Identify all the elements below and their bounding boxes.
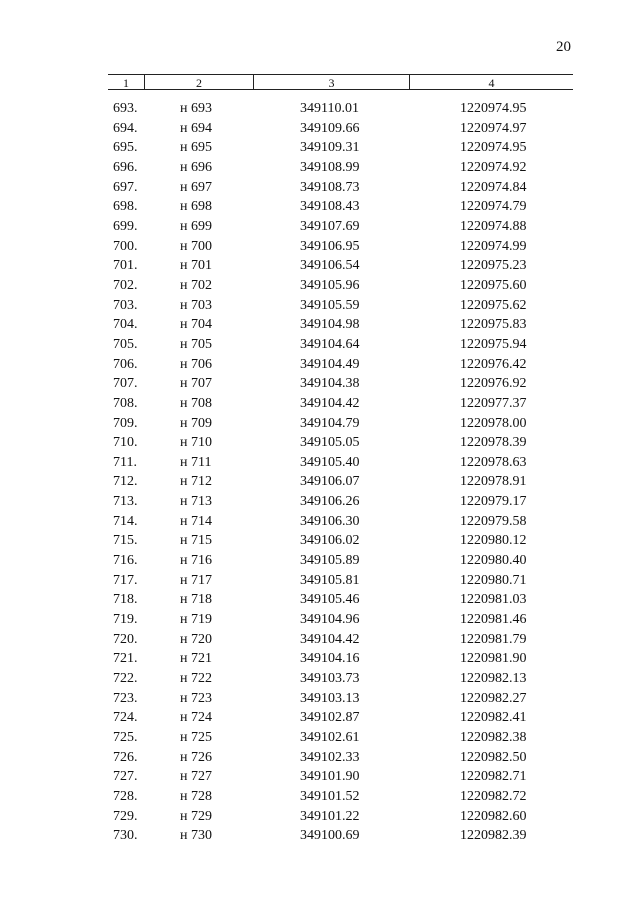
point-name: н 721 (180, 651, 212, 667)
table-row (0, 453, 639, 473)
coordinate-y: 1220982.72 (460, 788, 527, 804)
table-row (0, 669, 639, 689)
coordinate-x: 349106.07 (300, 474, 360, 490)
coordinate-x: 349110.01 (300, 101, 359, 116)
point-name: н 698 (180, 199, 212, 215)
coordinate-y: 1220974.99 (460, 238, 527, 254)
row-number: 711. (113, 454, 137, 470)
table-row (0, 237, 639, 257)
row-number: 698. (113, 199, 138, 215)
point-name: н 694 (180, 120, 212, 136)
coordinate-y: 1220975.83 (460, 317, 527, 333)
table-row (0, 531, 639, 551)
row-number: 701. (113, 258, 138, 274)
row-number: 706. (113, 356, 138, 372)
coordinate-x: 349104.42 (300, 395, 360, 411)
coordinate-y: 1220974.92 (460, 159, 527, 175)
table-row (0, 826, 639, 846)
table-row (0, 787, 639, 807)
point-name: н 711 (180, 454, 212, 470)
coordinate-x: 349108.99 (300, 159, 360, 175)
row-number: 718. (113, 592, 138, 608)
coordinate-y: 1220974.95 (460, 140, 527, 156)
table-row (0, 178, 639, 198)
coordinate-y: 1220975.60 (460, 277, 527, 293)
coordinate-x: 349104.42 (300, 631, 360, 647)
coordinate-y: 1220980.12 (460, 533, 527, 549)
row-number: 716. (113, 553, 138, 569)
row-number: 700. (113, 238, 138, 254)
table-row (0, 414, 639, 434)
table-row (0, 394, 639, 414)
point-name: н 710 (180, 435, 212, 451)
point-name: н 703 (180, 297, 212, 313)
point-name: н 716 (180, 553, 212, 569)
coordinate-y: 1220982.71 (460, 769, 527, 785)
table-row (0, 708, 639, 728)
coordinate-x: 349102.33 (300, 749, 360, 765)
coordinate-x: 349104.64 (300, 336, 360, 352)
point-name: н 712 (180, 474, 212, 490)
row-number: 724. (113, 710, 138, 726)
page-number: 20 (556, 39, 571, 55)
row-number: 719. (113, 612, 138, 628)
coordinate-y: 1220978.39 (460, 435, 527, 451)
coordinate-x: 349103.73 (300, 671, 360, 687)
point-name: н 705 (180, 336, 212, 352)
table-row (0, 571, 639, 591)
row-number: 723. (113, 690, 138, 706)
coordinate-x: 349104.79 (300, 415, 360, 431)
row-number: 709. (113, 415, 138, 431)
table-row (0, 433, 639, 453)
point-name: н 718 (180, 592, 212, 608)
coordinate-x: 349103.13 (300, 690, 360, 706)
row-number: 693. (113, 101, 138, 116)
table-row (0, 748, 639, 768)
coordinate-x: 349101.52 (300, 788, 360, 804)
coordinate-x: 349105.89 (300, 553, 360, 569)
point-name: н 693 (180, 101, 212, 116)
header-col-1: 1 (108, 75, 145, 89)
point-name: н 727 (180, 769, 212, 785)
coordinate-y: 1220975.94 (460, 336, 527, 352)
table-row (0, 335, 639, 355)
coordinate-y: 1220979.58 (460, 513, 527, 529)
row-number: 710. (113, 435, 138, 451)
table-row (0, 590, 639, 610)
coordinate-y: 1220978.63 (460, 454, 527, 470)
point-name: н 708 (180, 395, 212, 411)
point-name: н 722 (180, 671, 212, 687)
row-number: 697. (113, 179, 138, 195)
coordinate-x: 349101.22 (300, 808, 360, 824)
table-body (0, 99, 639, 846)
coordinate-x: 349102.61 (300, 730, 360, 745)
header-col-2: 2 (145, 75, 254, 89)
header-col-3: 3 (254, 75, 410, 89)
table-row (0, 217, 639, 237)
coordinate-x: 349109.66 (300, 120, 360, 136)
table-row (0, 649, 639, 669)
coordinate-x: 349105.81 (300, 572, 360, 588)
row-number: 720. (113, 631, 138, 647)
row-number: 702. (113, 277, 138, 293)
row-number: 707. (113, 376, 138, 392)
point-name: н 702 (180, 277, 212, 293)
point-name: н 714 (180, 513, 212, 529)
point-name: н 701 (180, 258, 212, 274)
table-row (0, 374, 639, 394)
coordinate-y: 1220974.95 (460, 101, 527, 116)
row-number: 726. (113, 749, 138, 765)
coordinate-x: 349105.59 (300, 297, 360, 313)
point-name: н 725 (180, 730, 212, 745)
table-row (0, 355, 639, 375)
coordinate-x: 349106.30 (300, 513, 360, 529)
coordinate-y: 1220982.27 (460, 690, 527, 706)
table-row (0, 472, 639, 492)
coordinate-x: 349108.73 (300, 179, 360, 195)
coordinate-y: 1220981.46 (460, 612, 527, 628)
point-name: н 713 (180, 494, 212, 510)
coordinate-y: 1220976.92 (460, 376, 527, 392)
coordinate-x: 349104.49 (300, 356, 360, 372)
row-number: 694. (113, 120, 138, 136)
coordinate-y: 1220974.97 (460, 120, 527, 136)
row-number: 712. (113, 474, 138, 490)
point-name: н 715 (180, 533, 212, 549)
table-row (0, 492, 639, 512)
row-number: 704. (113, 317, 138, 333)
coordinate-y: 1220974.79 (460, 199, 527, 215)
coordinate-y: 1220980.40 (460, 553, 527, 569)
coordinate-x: 349100.69 (300, 828, 360, 844)
table-row (0, 119, 639, 139)
point-name: н 729 (180, 808, 212, 824)
table-row (0, 807, 639, 827)
point-name: н 704 (180, 317, 212, 333)
coordinate-y: 1220976.42 (460, 356, 527, 372)
coordinate-x: 349101.90 (300, 769, 360, 785)
point-name: н 699 (180, 218, 212, 234)
point-name: н 719 (180, 612, 212, 628)
coordinate-x: 349104.96 (300, 612, 360, 628)
row-number: 725. (113, 730, 138, 745)
row-number: 730. (113, 828, 138, 844)
coordinate-y: 1220981.90 (460, 651, 527, 667)
coordinate-y: 1220978.00 (460, 415, 527, 431)
row-number: 714. (113, 513, 138, 529)
row-number: 729. (113, 808, 138, 824)
coordinate-y: 1220980.71 (460, 572, 527, 588)
coordinate-y: 1220977.37 (460, 395, 527, 411)
coordinate-x: 349104.38 (300, 376, 360, 392)
coordinate-y: 1220978.91 (460, 474, 527, 490)
coordinate-x: 349109.31 (300, 140, 360, 156)
coordinate-y: 1220975.23 (460, 258, 527, 274)
coordinate-y: 1220975.62 (460, 297, 527, 313)
table-row (0, 610, 639, 630)
point-name: н 709 (180, 415, 212, 431)
coordinate-y: 1220982.39 (460, 828, 527, 844)
coordinate-x: 349106.54 (300, 258, 360, 274)
row-number: 728. (113, 788, 138, 804)
row-number: 703. (113, 297, 138, 313)
table-row (0, 689, 639, 709)
row-number: 721. (113, 651, 138, 667)
table-row (0, 256, 639, 276)
coordinate-y: 1220981.79 (460, 631, 527, 647)
coordinate-y: 1220981.03 (460, 592, 527, 608)
row-number: 713. (113, 494, 138, 510)
coordinate-y: 1220974.84 (460, 179, 527, 195)
coordinate-x: 349105.05 (300, 435, 360, 451)
coordinate-y: 1220982.41 (460, 710, 527, 726)
table-row (0, 158, 639, 178)
header-col-4: 4 (488, 76, 495, 90)
coordinate-x: 349106.95 (300, 238, 360, 254)
coordinate-x: 349106.26 (300, 494, 360, 510)
table-row (0, 315, 639, 335)
coordinate-x: 349106.02 (300, 533, 360, 549)
coordinate-x: 349108.43 (300, 199, 360, 215)
row-number: 727. (113, 769, 138, 785)
coordinate-x: 349105.40 (300, 454, 360, 470)
row-number: 717. (113, 572, 138, 588)
coordinate-x: 349104.16 (300, 651, 360, 667)
point-name: н 728 (180, 788, 212, 804)
table-row (0, 767, 639, 787)
coordinate-x: 349102.87 (300, 710, 360, 726)
table-row (0, 276, 639, 296)
point-name: н 723 (180, 690, 212, 706)
point-name: н 730 (180, 828, 212, 844)
coordinate-y: 1220974.88 (460, 218, 527, 234)
table-header (108, 74, 573, 90)
point-name: н 717 (180, 572, 212, 588)
point-name: н 695 (180, 140, 212, 156)
row-number: 708. (113, 395, 138, 411)
point-name: н 707 (180, 376, 212, 392)
row-number: 705. (113, 336, 138, 352)
table-row (0, 551, 639, 571)
row-number: 696. (113, 159, 138, 175)
coordinate-y: 1220979.17 (460, 494, 527, 510)
table-row (0, 512, 639, 532)
table-row (0, 728, 639, 748)
coordinate-y: 1220982.13 (460, 671, 527, 687)
row-number: 695. (113, 140, 138, 156)
coordinate-x: 349105.46 (300, 592, 360, 608)
table-row (0, 296, 639, 316)
coordinate-y: 1220982.60 (460, 808, 527, 824)
table-row (0, 197, 639, 217)
coordinate-x: 349104.98 (300, 317, 360, 333)
coordinate-y: 1220982.50 (460, 749, 527, 765)
point-name: н 720 (180, 631, 212, 647)
point-name: н 696 (180, 159, 212, 175)
table-row (0, 630, 639, 650)
table-row (0, 138, 639, 158)
point-name: н 726 (180, 749, 212, 765)
point-name: н 706 (180, 356, 212, 372)
table-row (0, 99, 639, 119)
coordinate-x: 349107.69 (300, 218, 360, 234)
row-number: 715. (113, 533, 138, 549)
row-number: 699. (113, 218, 138, 234)
point-name: н 697 (180, 179, 212, 195)
row-number: 722. (113, 671, 138, 687)
point-name: н 700 (180, 238, 212, 254)
coordinate-y: 1220982.38 (460, 730, 527, 745)
point-name: н 724 (180, 710, 212, 726)
coordinate-x: 349105.96 (300, 277, 360, 293)
